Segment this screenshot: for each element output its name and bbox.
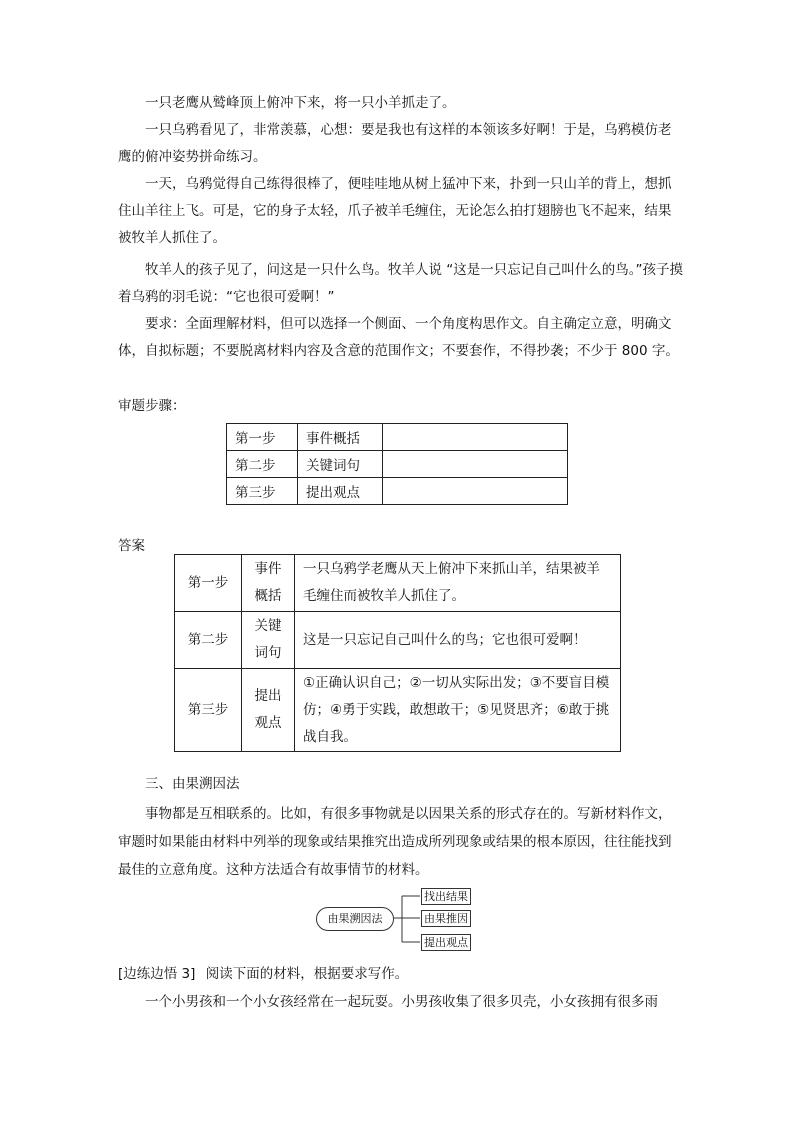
- requirement-paragraph: 要求：全面理解材料，但可以选择一个侧面、一个角度构思作文。自主确定立意，明确文体，自拟标题；不要脱离材料内容及含意的范围作文；不要套作，不得抄袭；不少于 800 字。: [118, 316, 679, 359]
- diagram-branch-node: 提出观点: [421, 934, 471, 951]
- exercise-text: 一个小男孩和一个小女孩经常在一起玩耍。小男孩收集了很多贝壳，小女孩拥有很多雨: [145, 994, 658, 1010]
- diagram-root-node: 由果溯因法: [316, 907, 394, 931]
- step-cell: 第二步: [175, 612, 242, 669]
- passage-paragraph-1: 一只老鹰从鹫峰顶上俯冲下来，将一只小羊抓走了。: [145, 95, 456, 111]
- diagram-branch-node: 由果推因: [421, 910, 471, 927]
- name-cell: 关键词句: [242, 612, 295, 669]
- section-heading: 三、由果溯因法: [145, 776, 240, 792]
- name-cell: 关键词句: [298, 451, 383, 478]
- step-cell: 第一步: [175, 555, 242, 612]
- answer-label: 答案: [118, 538, 145, 554]
- name-cell: 提出观点: [242, 669, 295, 752]
- exercise-instruction: 阅读下面的材料，根据要求写作。: [205, 966, 409, 982]
- passage-paragraph-3: 一天，乌鸦觉得自己练得很棒了，便哇哇地从树上猛冲下来，扑到一只山羊的背上，想抓住山羊往上飞。可是，它的身子太轻，爪子被羊毛缠住，无论怎么拍打翅膀也飞不起来，结果被牧羊人抓住了。: [118, 176, 672, 246]
- passage-paragraph-2: 一只乌鸦看见了，非常羡慕，心想：要是我也有这样的本领该多好啊！于是，乌鸦模仿老鹰的俯冲姿势拼命练习。: [118, 122, 672, 165]
- content-cell: ①正确认识自己；②一切从实际出发；③不要盲目模仿；④勇于实践，敢想敢干；⑤见贤思齐；⑥敢于挑战自我。: [295, 669, 621, 752]
- step-cell: 第一步: [227, 424, 298, 451]
- step-cell: 第三步: [227, 478, 298, 505]
- exercise-tag: [边练边悟 3]: [118, 966, 196, 982]
- step-cell: 第三步: [175, 669, 242, 752]
- name-cell: 事件概括: [298, 424, 383, 451]
- steps-label: 审题步骤：: [118, 398, 186, 414]
- section-body: 事物都是互相联系的。比如，有很多事物就是以因果关系的形式存在的。写新材料作文，审题时如果能由材料中列举的现象或结果推究出造成所列现象或结果的根本原因，往往能找到最佳的立意角度。这种方法适合有故事情节的材料。: [118, 806, 672, 878]
- diagram-branch-node: 找出结果: [421, 888, 471, 905]
- name-cell: 事件概括: [242, 555, 295, 612]
- content-cell: 这是一只忘记自己叫什么的鸟；它也很可爱啊！: [295, 612, 621, 669]
- passage-paragraph-4: 牧羊人的孩子见了，问这是一只什么鸟。牧羊人说 “这是一只忘记自己叫什么的鸟。”孩子摸着乌鸦的羽毛说：“它也很可爱啊！”: [118, 262, 684, 305]
- content-cell: 一只乌鸦学老鹰从天上俯冲下来抓山羊，结果被羊毛缠住而被牧羊人抓住了。: [295, 555, 621, 612]
- exercise-line: [118, 962, 408, 986]
- step-cell: 第二步: [227, 451, 298, 478]
- name-cell: 提出观点: [298, 478, 383, 505]
